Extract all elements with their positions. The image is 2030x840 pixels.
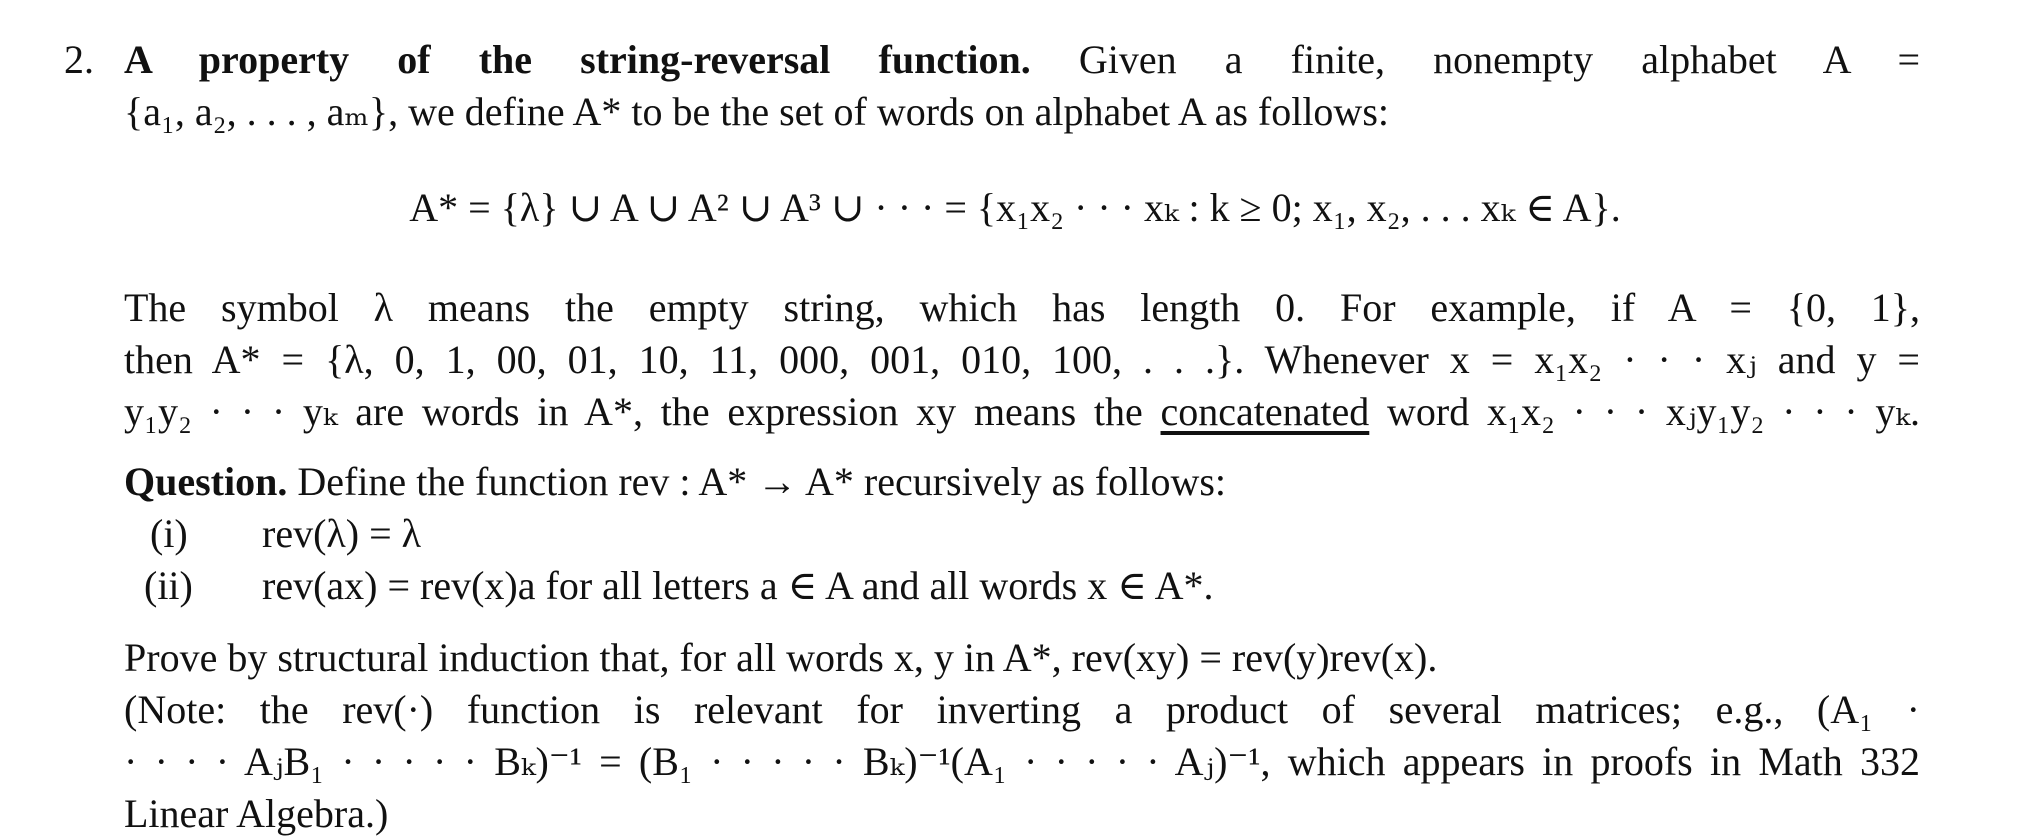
item-i-text: rev(λ) = λ bbox=[262, 511, 422, 556]
problem-line-2: {a₁, a₂, . . . , aₘ}, we define A* to be the set of words on alphabet A as follows: bbox=[124, 89, 1389, 134]
item-i-label: (i) bbox=[150, 511, 188, 556]
note-line-1: (Note: the rev(·) function is relevant for inverting a product of several matrices; e.g., (A₁ · bbox=[124, 687, 1920, 732]
note-line-2: · · · · AⱼB₁ · · · · · Bₖ)⁻¹ = (B₁ · · · · · Bₖ)⁻¹(A₁ · · · · · Aⱼ)⁻¹, which appears in proofs in Math 332 bbox=[124, 739, 1920, 784]
problem-number: 2. bbox=[64, 37, 94, 82]
concatenated-underlined: concatenated bbox=[1160, 389, 1370, 434]
prove-statement: Prove by structural induction that, for all words x, y in A*, rev(xy) = rev(y)rev(x). bbox=[124, 635, 1438, 680]
question-label: Question. bbox=[124, 459, 288, 504]
paragraph-2-line-3-pre: y₁y₂ · · · yₖ are words in A*, the expression xy means the bbox=[124, 389, 1143, 434]
display-equation: A* = {λ} ∪ A ∪ A² ∪ A³ ∪ · · · = {x₁x₂ · · · xₖ : k ≥ 0; x₁, x₂, . . . xₖ ∈ A}. bbox=[409, 185, 1621, 230]
item-ii-text: rev(ax) = rev(x)a for all letters a ∈ A and all words x ∈ A*. bbox=[262, 563, 1214, 608]
problem-line-1 bbox=[124, 34, 1920, 86]
question-line bbox=[124, 456, 1226, 508]
note-line-3: Linear Algebra.) bbox=[124, 791, 389, 836]
item-ii-label: (ii) bbox=[144, 563, 193, 608]
question-text: Define the function rev : A* → A* recursively as follows: bbox=[297, 459, 1227, 504]
paragraph-2-line-3-post: word x₁x₂ · · · xⱼy₁y₂ · · · yₖ. bbox=[1387, 389, 1920, 434]
paragraph-2-line-3 bbox=[124, 386, 1920, 438]
paragraph-2-line-1: The symbol λ means the empty string, which has length 0. For example, if A = {0, 1}, bbox=[124, 285, 1920, 330]
problem-title: A property of the string-reversal function. bbox=[124, 37, 1031, 82]
problem-line-1-rest: Given a finite, nonempty alphabet A = bbox=[1078, 37, 1921, 82]
paragraph-2-line-2: then A* = {λ, 0, 1, 00, 01, 10, 11, 000, 001, 010, 100, . . .}. Whenever x = x₁x₂ · · · xⱼ and y = bbox=[124, 337, 1920, 382]
